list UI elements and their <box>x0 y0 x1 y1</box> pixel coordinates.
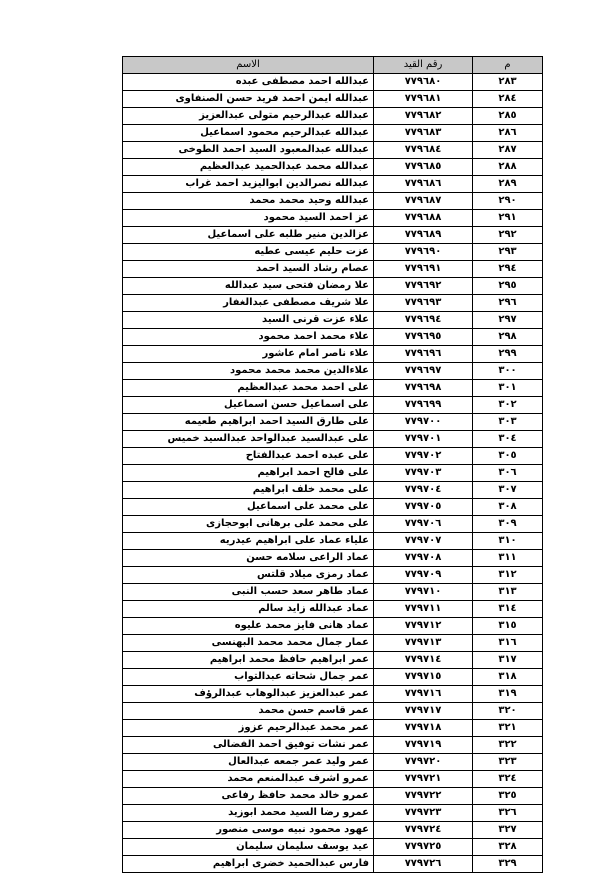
row-index-cell: ٣١٤ <box>473 601 543 618</box>
registration-number-cell: ٧٧٩٦٩٣ <box>374 295 473 312</box>
registration-number-cell: ٧٧٩٦٨٨ <box>374 210 473 227</box>
table-row <box>123 142 543 159</box>
registration-number-cell: ٧٧٩٧١٠ <box>374 584 473 601</box>
registration-number-cell: ٧٧٩٦٨٧ <box>374 193 473 210</box>
table-row <box>123 533 543 550</box>
row-index-cell: ٣٢٩ <box>473 856 543 873</box>
row-index-cell: ٣٢٤ <box>473 771 543 788</box>
table-row <box>123 346 543 363</box>
row-index-cell: ٣١٣ <box>473 584 543 601</box>
table-row <box>123 720 543 737</box>
registration-number-cell: ٧٧٩٧٠٨ <box>374 550 473 567</box>
student-name-cell: عمر وليد عمر جمعه عبدالعال <box>123 754 374 771</box>
row-index-cell: ٣٢٥ <box>473 788 543 805</box>
student-name-cell: علياء عماد على ابراهيم عيدريه <box>123 533 374 550</box>
table-row <box>123 550 543 567</box>
student-name-cell: عماد الراعى سلامه حسن <box>123 550 374 567</box>
student-name-cell: عزالدين منير طلبه على اسماعيل <box>123 227 374 244</box>
row-index-cell: ٢٩٦ <box>473 295 543 312</box>
registration-number-cell: ٧٧٩٧٠٧ <box>374 533 473 550</box>
registration-number-cell: ٧٧٩٦٨٢ <box>374 108 473 125</box>
row-index-cell: ٣٢٦ <box>473 805 543 822</box>
table-row <box>123 108 543 125</box>
table-row <box>123 227 543 244</box>
row-index-cell: ٣٠٧ <box>473 482 543 499</box>
registration-number-cell: ٧٧٩٦٨٥ <box>374 159 473 176</box>
row-index-cell: ٣٠٩ <box>473 516 543 533</box>
table-row <box>123 397 543 414</box>
table-row <box>123 125 543 142</box>
row-index-cell: ٢٩٤ <box>473 261 543 278</box>
student-name-cell: على محمد على اسماعيل <box>123 499 374 516</box>
row-index-cell: ٣٢٢ <box>473 737 543 754</box>
student-name-cell: على طارق السيد احمد ابراهيم طعيمه <box>123 414 374 431</box>
row-index-cell: ٢٨٩ <box>473 176 543 193</box>
table-row <box>123 737 543 754</box>
student-name-cell: عمرو رضا السيد محمد ابوزيد <box>123 805 374 822</box>
column-header-registration-number: رقم القيد <box>374 57 473 74</box>
table-row <box>123 74 543 91</box>
table-row <box>123 703 543 720</box>
table-row <box>123 414 543 431</box>
student-name-cell: عمر عبدالعزيز عبدالوهاب عبدالرؤف <box>123 686 374 703</box>
registration-number-cell: ٧٧٩٦٩٧ <box>374 363 473 380</box>
row-index-cell: ٣١١ <box>473 550 543 567</box>
student-name-cell: عبدالله احمد مصطفى عبده <box>123 74 374 91</box>
row-index-cell: ٣٠١ <box>473 380 543 397</box>
registration-number-cell: ٧٧٩٦٨١ <box>374 91 473 108</box>
row-index-cell: ٢٨٦ <box>473 125 543 142</box>
registration-number-cell: ٧٧٩٧٢٢ <box>374 788 473 805</box>
row-index-cell: ٣١٩ <box>473 686 543 703</box>
registration-number-cell: ٧٧٩٧٠٠ <box>374 414 473 431</box>
table-row <box>123 635 543 652</box>
row-index-cell: ٢٩٣ <box>473 244 543 261</box>
table-row <box>123 465 543 482</box>
registration-number-cell: ٧٧٩٦٩٤ <box>374 312 473 329</box>
row-index-cell: ٢٨٨ <box>473 159 543 176</box>
row-index-cell: ٢٩٠ <box>473 193 543 210</box>
table-row <box>123 499 543 516</box>
student-name-cell: فارس عبدالحميد خضرى ابراهيم <box>123 856 374 873</box>
student-name-cell: عماد هانى فايز محمد عليوه <box>123 618 374 635</box>
table-row <box>123 839 543 856</box>
table-row <box>123 91 543 108</box>
table-row <box>123 788 543 805</box>
registration-number-cell: ٧٧٩٧١٦ <box>374 686 473 703</box>
registration-number-cell: ٧٧٩٧١٥ <box>374 669 473 686</box>
registration-number-cell: ٧٧٩٧٠٢ <box>374 448 473 465</box>
table-row <box>123 159 543 176</box>
row-index-cell: ٣٠٤ <box>473 431 543 448</box>
registration-number-cell: ٧٧٩٧٢١ <box>374 771 473 788</box>
row-index-cell: ٣٠٢ <box>473 397 543 414</box>
table-row <box>123 686 543 703</box>
student-name-cell: عبدالله ايمن احمد فريد حسن الصنفاوى <box>123 91 374 108</box>
row-index-cell: ٣٢٨ <box>473 839 543 856</box>
student-name-cell: عبدالله عبدالرحيم محمود اسماعيل <box>123 125 374 142</box>
registration-number-cell: ٧٧٩٧١٢ <box>374 618 473 635</box>
row-index-cell: ٢٩٧ <box>473 312 543 329</box>
table-row <box>123 278 543 295</box>
student-name-cell: على عبدالسيد عبدالواحد عبدالسيد خميس <box>123 431 374 448</box>
student-name-cell: عمار جمال محمد محمد البهنسى <box>123 635 374 652</box>
table-row <box>123 329 543 346</box>
student-name-cell: عمر ابراهيم حافظ محمد ابراهيم <box>123 652 374 669</box>
student-name-cell: عهود محمود نبيه موسى منصور <box>123 822 374 839</box>
row-index-cell: ٣٢٠ <box>473 703 543 720</box>
student-name-cell: علا شريف مصطفى عبدالغفار <box>123 295 374 312</box>
table-row <box>123 482 543 499</box>
table-row <box>123 295 543 312</box>
row-index-cell: ٢٨٤ <box>473 91 543 108</box>
registration-number-cell: ٧٧٩٧٠٤ <box>374 482 473 499</box>
header-row <box>123 57 543 74</box>
table-row <box>123 244 543 261</box>
table-row <box>123 584 543 601</box>
student-name-cell: عمرو اشرف عبدالمنعم محمد <box>123 771 374 788</box>
registration-number-cell: ٧٧٩٦٩٩ <box>374 397 473 414</box>
student-name-cell: على فالح احمد ابراهيم <box>123 465 374 482</box>
row-index-cell: ٣١٠ <box>473 533 543 550</box>
registration-number-cell: ٧٧٩٧٠١ <box>374 431 473 448</box>
registration-number-cell: ٧٧٩٦٩٦ <box>374 346 473 363</box>
registration-number-cell: ٧٧٩٧١٧ <box>374 703 473 720</box>
table-row <box>123 516 543 533</box>
student-name-cell: علا رمضان فتحى سيد عبدالله <box>123 278 374 295</box>
row-index-cell: ٣١٥ <box>473 618 543 635</box>
registration-number-cell: ٧٧٩٧٢٣ <box>374 805 473 822</box>
table-row <box>123 754 543 771</box>
table-row <box>123 363 543 380</box>
table-row <box>123 380 543 397</box>
student-name-cell: عبدالله وحيد محمد محمد <box>123 193 374 210</box>
student-name-cell: عيد يوسف سليمان سليمان <box>123 839 374 856</box>
registration-number-cell: ٧٧٩٧١١ <box>374 601 473 618</box>
student-name-cell: عماد رمزى ميلاد قلتس <box>123 567 374 584</box>
table-row <box>123 771 543 788</box>
student-name-cell: عماد عبدالله زايد سالم <box>123 601 374 618</box>
roster-sheet <box>122 56 542 873</box>
student-name-cell: على اسماعيل حسن اسماعيل <box>123 397 374 414</box>
table-row <box>123 652 543 669</box>
student-name-cell: عز احمد السيد محمود <box>123 210 374 227</box>
row-index-cell: ٢٩٢ <box>473 227 543 244</box>
student-name-cell: عمر قاسم حسن محمد <box>123 703 374 720</box>
registration-number-cell: ٧٧٩٧٢٦ <box>374 856 473 873</box>
student-name-cell: علاء محمد احمد محمود <box>123 329 374 346</box>
row-index-cell: ٣٠٣ <box>473 414 543 431</box>
table-row <box>123 601 543 618</box>
column-header-name: الاسم <box>123 57 374 74</box>
roster-table <box>122 56 543 873</box>
registration-number-cell: ٧٧٩٧١٩ <box>374 737 473 754</box>
registration-number-cell: ٧٧٩٦٨٤ <box>374 142 473 159</box>
registration-number-cell: ٧٧٩٦٩٥ <box>374 329 473 346</box>
row-index-cell: ٣١٢ <box>473 567 543 584</box>
registration-number-cell: ٧٧٩٦٩٨ <box>374 380 473 397</box>
registration-number-cell: ٧٧٩٧٢٤ <box>374 822 473 839</box>
table-body <box>123 74 543 873</box>
table-row <box>123 856 543 873</box>
row-index-cell: ٣٢٣ <box>473 754 543 771</box>
registration-number-cell: ٧٧٩٧٢٠ <box>374 754 473 771</box>
row-index-cell: ٣٠٦ <box>473 465 543 482</box>
registration-number-cell: ٧٧٩٦٩٠ <box>374 244 473 261</box>
student-name-cell: عمرو خالد محمد حافظ رفاعى <box>123 788 374 805</box>
registration-number-cell: ٧٧٩٧١٨ <box>374 720 473 737</box>
student-name-cell: عمر جمال شحاته عبدالتواب <box>123 669 374 686</box>
row-index-cell: ٢٩٩ <box>473 346 543 363</box>
row-index-cell: ٢٨٣ <box>473 74 543 91</box>
student-name-cell: على محمد على برهانى ابوحجازى <box>123 516 374 533</box>
table-row <box>123 822 543 839</box>
row-index-cell: ٢٨٥ <box>473 108 543 125</box>
table-row <box>123 618 543 635</box>
student-name-cell: عبدالله نصرالدين ابواليزيد احمد غراب <box>123 176 374 193</box>
table-row <box>123 805 543 822</box>
student-name-cell: علاء ناصر امام عاشور <box>123 346 374 363</box>
student-name-cell: عبدالله محمد عبدالحميد عبدالعظيم <box>123 159 374 176</box>
row-index-cell: ٣٠٥ <box>473 448 543 465</box>
student-name-cell: علاءالدين محمد محمد محمود <box>123 363 374 380</box>
column-header-index: م <box>473 57 543 74</box>
row-index-cell: ٣٠٠ <box>473 363 543 380</box>
registration-number-cell: ٧٧٩٧٠٩ <box>374 567 473 584</box>
student-name-cell: على عبده احمد عبدالفتاح <box>123 448 374 465</box>
student-name-cell: عزت حليم عيسى عطيه <box>123 244 374 261</box>
registration-number-cell: ٧٧٩٦٨٩ <box>374 227 473 244</box>
registration-number-cell: ٧٧٩٧٠٣ <box>374 465 473 482</box>
registration-number-cell: ٧٧٩٧١٣ <box>374 635 473 652</box>
registration-number-cell: ٧٧٩٧٢٥ <box>374 839 473 856</box>
registration-number-cell: ٧٧٩٦٨٠ <box>374 74 473 91</box>
row-index-cell: ٢٨٧ <box>473 142 543 159</box>
row-index-cell: ٢٩٥ <box>473 278 543 295</box>
registration-number-cell: ٧٧٩٦٨٣ <box>374 125 473 142</box>
registration-number-cell: ٧٧٩٦٩١ <box>374 261 473 278</box>
row-index-cell: ٢٩٨ <box>473 329 543 346</box>
student-name-cell: عمر محمد عبدالرحيم عزوز <box>123 720 374 737</box>
row-index-cell: ٣١٦ <box>473 635 543 652</box>
table-row <box>123 312 543 329</box>
table-row <box>123 210 543 227</box>
row-index-cell: ٣٢١ <box>473 720 543 737</box>
row-index-cell: ٣١٨ <box>473 669 543 686</box>
registration-number-cell: ٧٧٩٧١٤ <box>374 652 473 669</box>
registration-number-cell: ٧٧٩٦٨٦ <box>374 176 473 193</box>
student-name-cell: عمر نشات توفيق احمد الفضالى <box>123 737 374 754</box>
table-row <box>123 261 543 278</box>
row-index-cell: ٢٩١ <box>473 210 543 227</box>
table-row <box>123 567 543 584</box>
table-row <box>123 669 543 686</box>
row-index-cell: ٣٢٧ <box>473 822 543 839</box>
table-row <box>123 176 543 193</box>
student-name-cell: على محمد خلف ابراهيم <box>123 482 374 499</box>
registration-number-cell: ٧٧٩٧٠٥ <box>374 499 473 516</box>
student-name-cell: عبدالله عبدالرحيم متولى عبدالعزيز <box>123 108 374 125</box>
table-row <box>123 431 543 448</box>
student-name-cell: علاء عزت قرنى السيد <box>123 312 374 329</box>
table-row <box>123 193 543 210</box>
student-name-cell: على احمد محمد عبدالعظيم <box>123 380 374 397</box>
row-index-cell: ٣٠٨ <box>473 499 543 516</box>
row-index-cell: ٣١٧ <box>473 652 543 669</box>
student-name-cell: عصام رشاد السيد احمد <box>123 261 374 278</box>
registration-number-cell: ٧٧٩٧٠٦ <box>374 516 473 533</box>
student-name-cell: عماد طاهر سعد حسب النبى <box>123 584 374 601</box>
registration-number-cell: ٧٧٩٦٩٢ <box>374 278 473 295</box>
student-name-cell: عبدالله عبدالمعبود السيد احمد الطوخى <box>123 142 374 159</box>
table-row <box>123 448 543 465</box>
